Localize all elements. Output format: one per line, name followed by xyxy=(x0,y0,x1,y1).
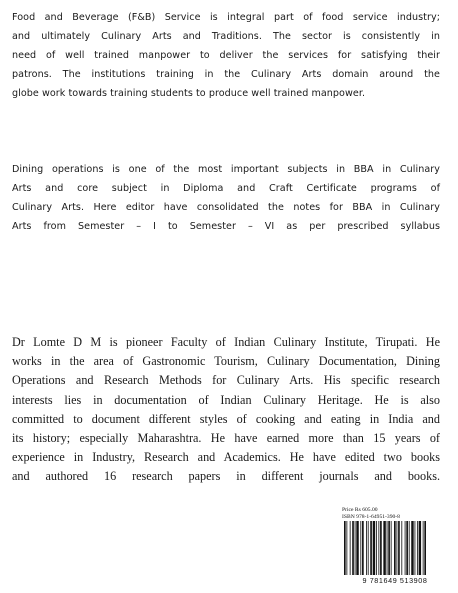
bio-line: interests lies in documentation of Indian Culinary Heritage. He is also xyxy=(12,392,440,407)
intro-line: Food and Beverage (F&B) Service is integral part of food service industry; xyxy=(12,12,440,23)
barcode-bar xyxy=(380,521,382,575)
intro-line: and ultimately Culinary Arts and Traditions. The sector is consistently in xyxy=(12,31,440,42)
barcode-bar xyxy=(344,521,346,575)
barcode-bar xyxy=(368,521,369,575)
bio-line: experience in Industry, Research and Academics. He have edited two books xyxy=(12,450,440,465)
bio-line: committed to document different styles of cooking and eating in India and xyxy=(12,411,440,426)
isbn-barcode-block xyxy=(340,507,450,587)
barcode-bar xyxy=(423,521,424,575)
barcode-bar xyxy=(409,521,410,575)
barcode-bar xyxy=(387,521,388,575)
barcode-bar xyxy=(370,521,372,575)
barcode-bar xyxy=(406,521,408,575)
intro-line: globe work towards training students to produce well trained manpower. xyxy=(12,88,366,99)
bio-line: and authored 16 research papers in different journals and books. xyxy=(12,469,440,484)
barcode-bar xyxy=(415,521,416,575)
barcode-bar xyxy=(394,521,396,575)
dining-line: Culinary Arts. Here editor have consolidated the notes for BBA in Culinary xyxy=(12,202,440,213)
barcode-bar xyxy=(398,521,400,575)
barcode-bar xyxy=(388,521,390,575)
barcode-bar xyxy=(376,521,377,575)
barcode-bar xyxy=(350,521,351,575)
barcode-bar xyxy=(424,521,426,575)
barcode-bar xyxy=(417,521,418,575)
dining-line: Arts from Semester – I to Semester – VI as per prescribed syllabus xyxy=(12,221,440,232)
barcode-bar xyxy=(419,521,421,575)
dining-operations-paragraph xyxy=(12,160,440,236)
barcode-bar xyxy=(360,521,361,575)
barcode-bar xyxy=(401,521,402,575)
barcode-bar xyxy=(383,521,385,575)
bio-line: works in the area of Gastronomic Tourism, Culinary Documentation, Dining xyxy=(12,354,440,369)
barcode-bar xyxy=(362,521,364,575)
isbn-label: ISBN 978-1-64951-390-8 xyxy=(342,514,400,520)
intro-line: patrons. The institutions training in the Culinary Arts domain around the xyxy=(12,69,440,80)
price-label: Price Rs 605.00 xyxy=(342,507,378,513)
author-bio-paragraph xyxy=(12,333,440,487)
barcode-bar xyxy=(411,521,413,575)
dining-line: Arts and core subject in Diploma and Craft Certificate programs of xyxy=(12,183,440,194)
barcode-bar xyxy=(378,521,379,575)
intro-paragraph xyxy=(12,8,440,103)
barcode-bar xyxy=(391,521,392,575)
dining-line: Dining operations is one of the most important subjects in BBA in Culinary xyxy=(12,164,440,175)
barcode-bar xyxy=(366,521,367,575)
barcode-bar xyxy=(355,521,356,575)
barcode-digits: 9 781649 513908 xyxy=(362,576,428,585)
barcode-bar xyxy=(346,521,347,575)
bio-line: Dr Lomte D M is pioneer Faculty of Indian Culinary Institute, Tirupati. He xyxy=(12,335,440,349)
barcode-bar xyxy=(405,521,406,575)
bio-line: its history; especially Maharashtra. He have earned more than 15 years of xyxy=(12,431,440,446)
barcode-bar xyxy=(396,521,397,575)
bio-line: Operations and Research Methods for Culinary Arts. His specific research xyxy=(12,373,440,388)
barcode-bar xyxy=(373,521,375,575)
intro-line: need of well trained manpower to deliver the services for satisfying their xyxy=(12,50,440,61)
barcode-image xyxy=(342,521,448,577)
barcode-bar xyxy=(356,521,358,575)
barcode-bar xyxy=(352,521,354,575)
